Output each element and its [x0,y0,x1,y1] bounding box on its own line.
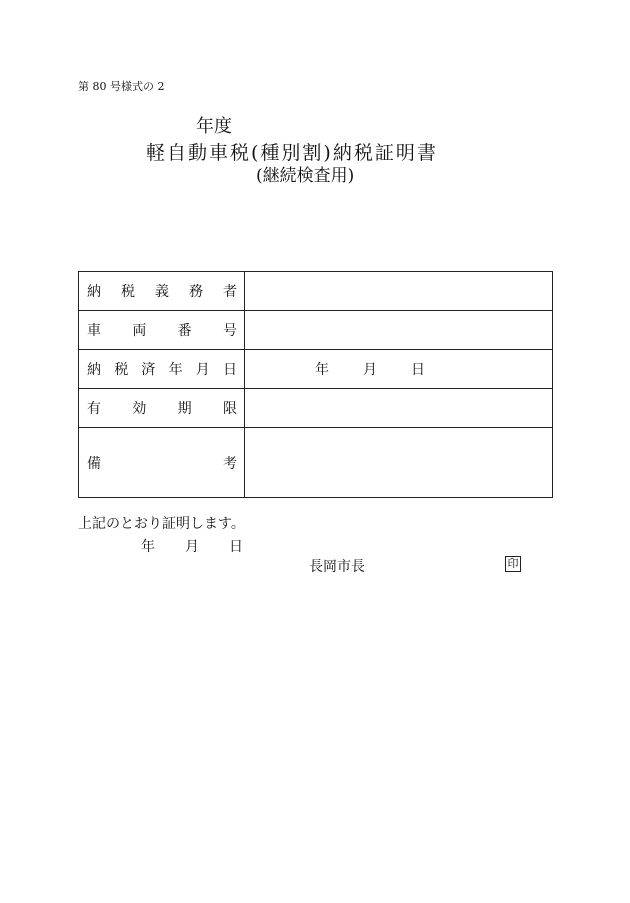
label-char: 有 [87,401,101,417]
document-title: 軽自動車税(種別割)納税証明書 [146,142,438,164]
form-number: 第 80 号様式の 2 [78,80,165,93]
label-char: 税 [114,362,129,378]
label-remarks [79,453,244,473]
issue-date-year-unit: 年 [141,539,155,555]
value-cell-vehicle-number[interactable] [245,311,553,350]
label-char: 者 [223,284,237,300]
table-row-remarks [79,428,553,498]
certification-statement: 上記のとおり証明します。 [78,516,245,532]
label-cell-vehicle-number [79,311,245,350]
issue-date-day-unit: 日 [229,539,243,555]
value-cell-validity[interactable] [245,389,553,428]
label-char: 車 [87,323,101,339]
issue-date [141,536,243,556]
value-cell-payment-date[interactable] [245,350,553,389]
label-char: 月 [195,362,210,378]
fiscal-year-label: 年度 [196,116,232,137]
label-char: 納 [87,284,101,300]
issuer-title: 長岡市長 [309,559,365,575]
label-validity [79,398,244,418]
label-char: 務 [189,284,203,300]
payment-date-value [245,359,552,379]
label-char: 税 [121,284,135,300]
label-char: 番 [177,323,192,339]
value-cell-taxpayer[interactable] [245,272,553,311]
label-char: 号 [222,323,237,339]
label-char: 両 [132,323,147,339]
table-row-taxpayer [79,272,553,311]
table-row-validity [79,389,553,428]
payment-date-year-unit: 年 [315,362,329,378]
label-char: 効 [132,401,147,417]
label-cell-validity [79,389,245,428]
label-char: 日 [222,362,237,378]
table-row-payment-date [79,350,553,389]
label-char: 備 [87,455,101,472]
label-char: 納 [87,362,101,378]
certificate-table [78,271,553,498]
issue-date-month-unit: 月 [185,539,199,555]
label-char: 義 [155,284,169,300]
payment-date-month-unit: 月 [363,362,377,378]
label-cell-remarks [79,428,245,498]
label-taxpayer [79,281,244,301]
label-payment-date [79,359,244,379]
seal-mark: 印 [505,556,521,572]
label-cell-taxpayer [79,272,245,311]
label-char: 済 [141,362,156,378]
document-subtitle: (継続検査用) [256,166,355,186]
label-char: 年 [168,362,183,378]
payment-date-day-unit: 日 [411,362,425,378]
label-char: 限 [222,401,237,417]
value-cell-remarks[interactable] [245,428,553,498]
label-char: 考 [223,455,237,472]
table-row-vehicle-number [79,311,553,350]
label-cell-payment-date [79,350,245,389]
label-char: 期 [177,401,192,417]
label-vehicle-number [79,320,244,340]
